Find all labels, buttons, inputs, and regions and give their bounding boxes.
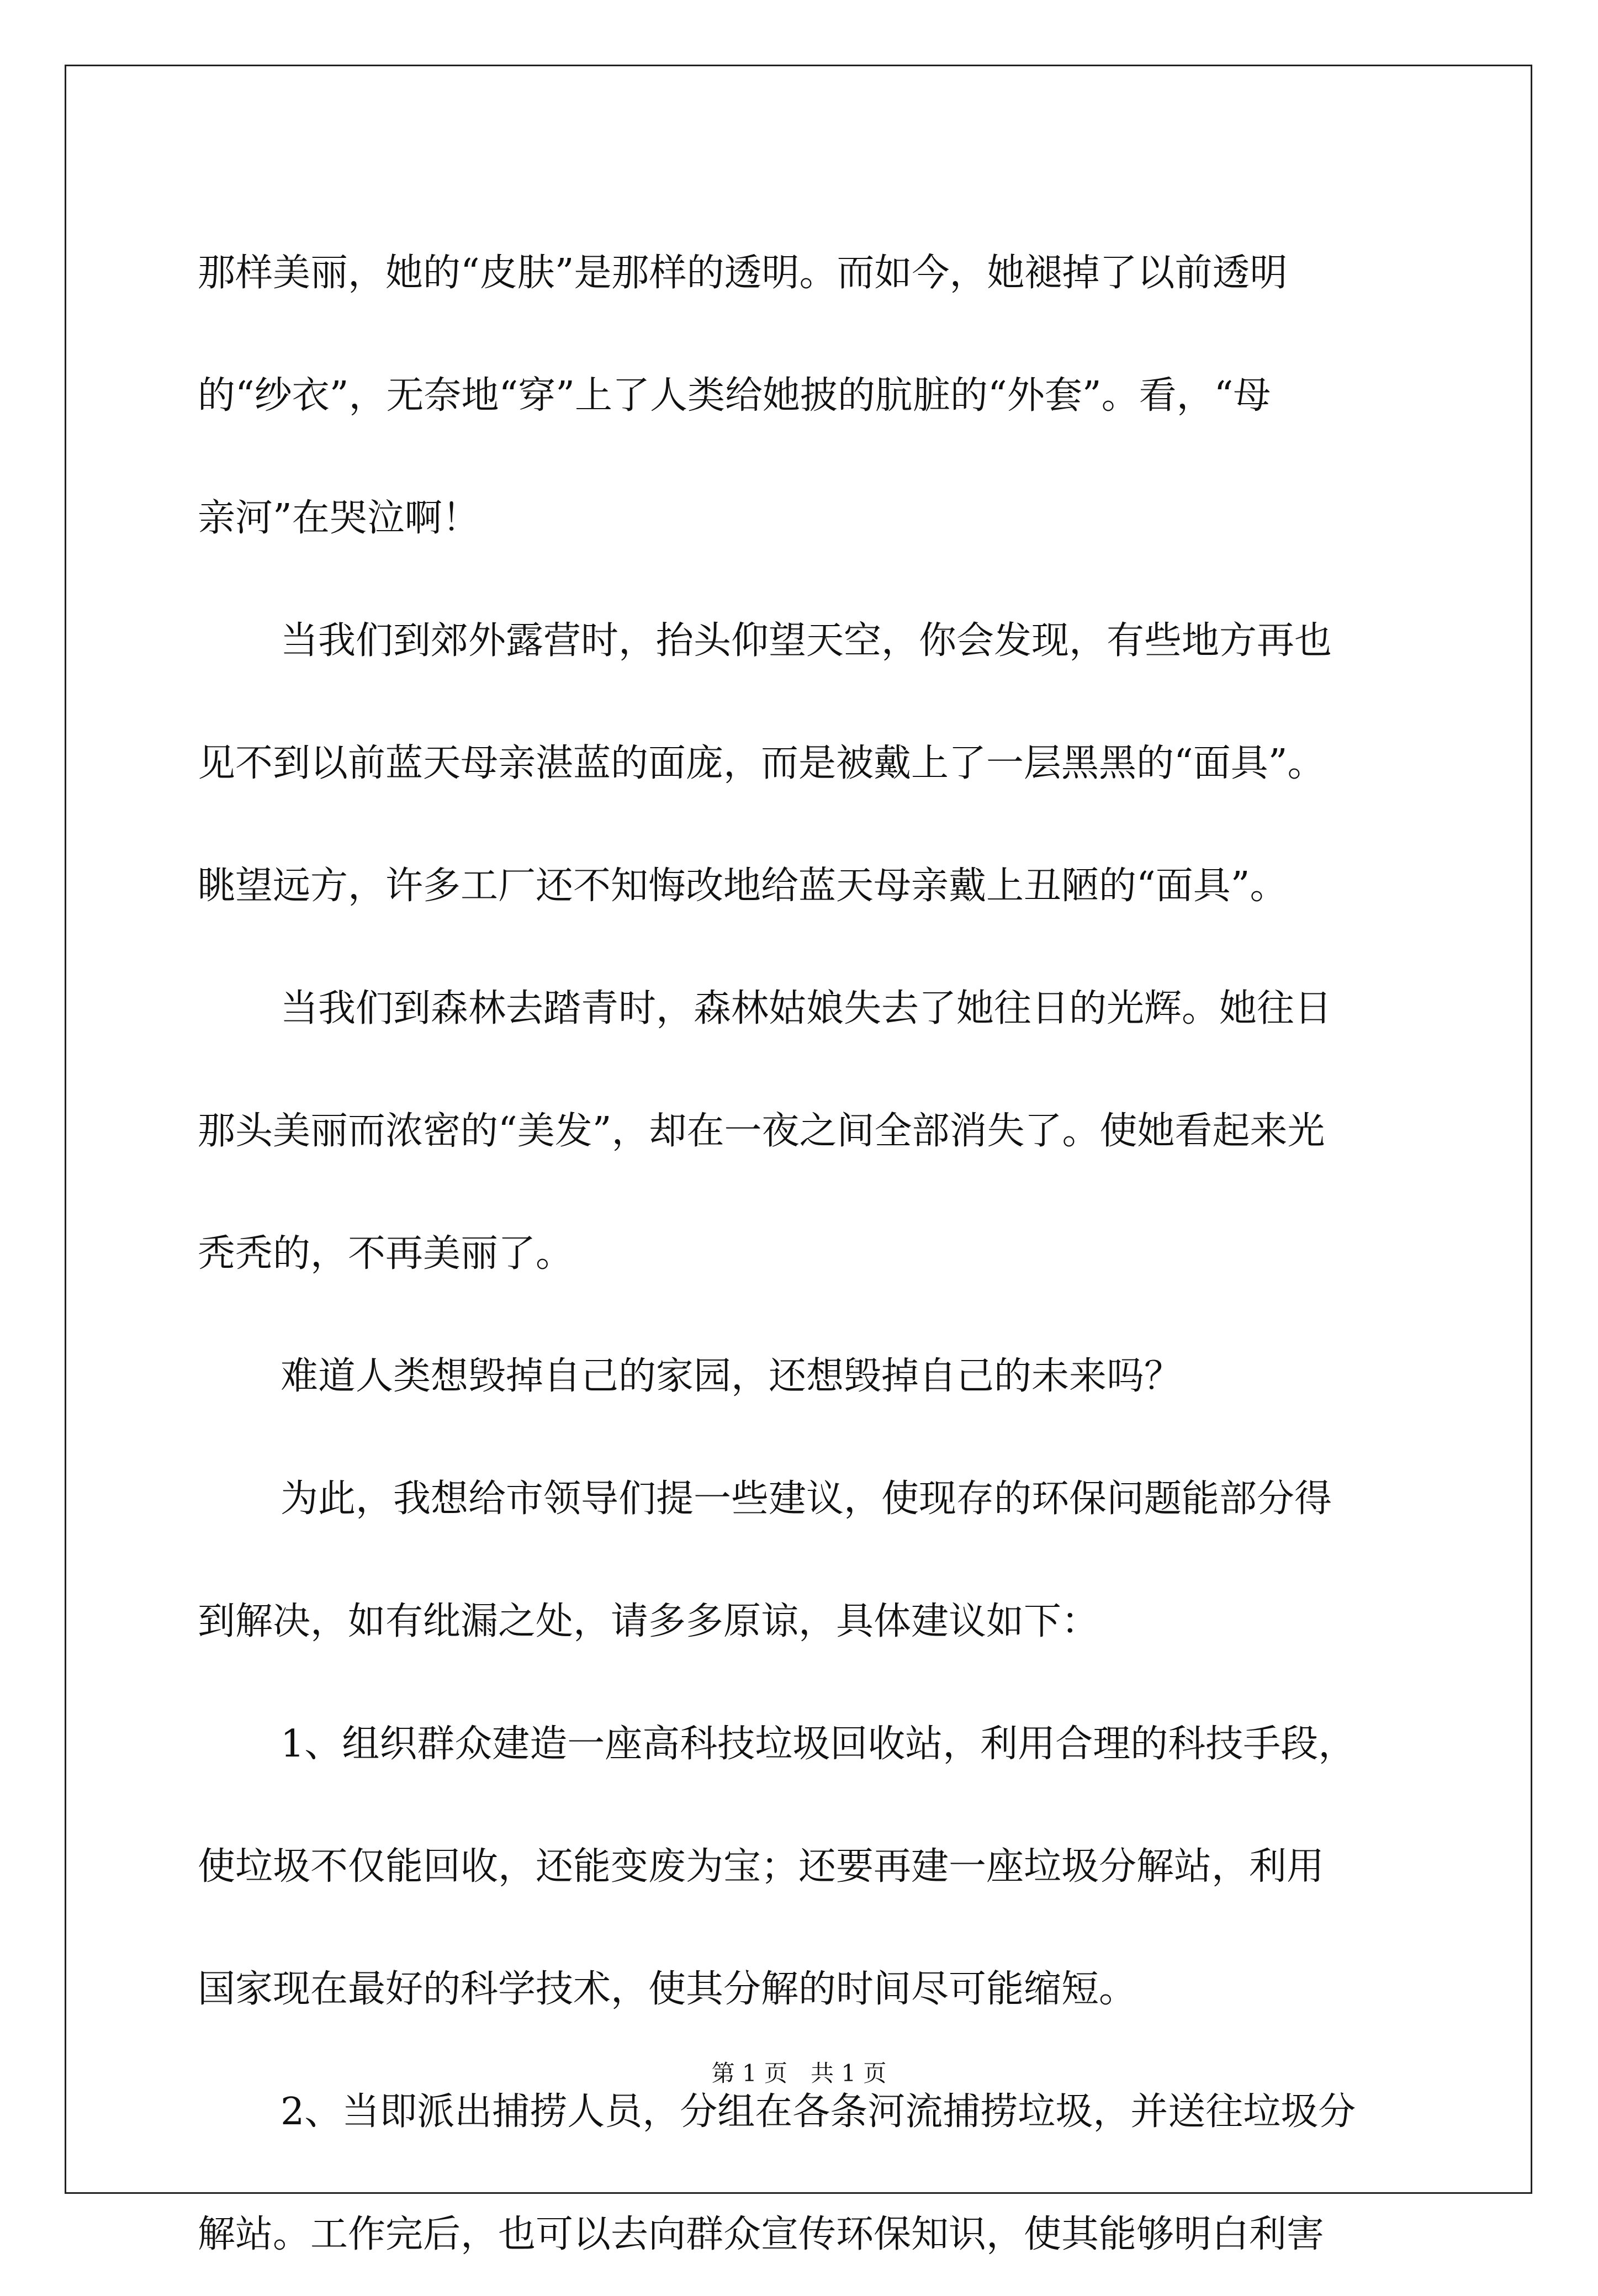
text-line: 当我们到郊外露营时，抬头仰望天空，你会发现，有些地方再也 — [281, 619, 1332, 663]
text-line: 见不到以前蓝天母亲湛蓝的面庞，而是被戴上了一层黑黑的“面具”。 — [198, 742, 1325, 785]
text-line: 解站。工作完后，也可以去向群众宣传环保知识，使其能够明白利害 — [198, 2213, 1325, 2256]
text-line: 国家现在最好的科学技术，使其分解的时间尽可能缩短。 — [198, 1967, 1137, 2011]
text-line: 到解决，如有纰漏之处，请多多原谅，具体建议如下： — [198, 1600, 1099, 1643]
text-line: 那头美丽而浓密的“美发”，却在一夜之间全部消失了。使她看起来光 — [198, 1109, 1325, 1153]
page-number-footer: 第 1 页 共 1 页 — [711, 2060, 887, 2087]
text-line: 眺望远方，许多工厂还不知悔改地给蓝天母亲戴上丑陋的“面具”。 — [198, 864, 1288, 908]
text-line: 的“纱衣”，无奈地“穿”上了人类给她披的肮脏的“外套”。看，“母 — [198, 374, 1271, 417]
text-line: 为此，我想给市领导们提一些建议，使现存的环保问题能部分得 — [281, 1477, 1332, 1521]
text-line: 亲河”在哭泣啊！ — [198, 496, 480, 540]
document-body — [198, 212, 1412, 2296]
text-line: 秃秃的，不再美丽了。 — [198, 1232, 574, 1276]
text-line: 当我们到森林去踏青时，森林姑娘失去了她往日的光辉。她往日 — [281, 987, 1332, 1030]
text-line: 那样美丽，她的“皮肤”是那样的透明。而如今，她褪掉了以前透明 — [198, 251, 1288, 295]
text-line: 1、组织群众建造一座高科技垃圾回收站，利用合理的科技手段， — [281, 1722, 1356, 1766]
text-line: 难道人类想毁掉自己的家园，还想毁掉自己的未来吗？ — [281, 1355, 1182, 1398]
text-line: 2、当即派出捕捞人员，分组在各条河流捕捞垃圾，并送往垃圾分 — [281, 2090, 1356, 2134]
text-line: 使垃圾不仅能回收，还能变废为宝；还要再建一座垃圾分解站，利用 — [198, 1845, 1325, 1888]
